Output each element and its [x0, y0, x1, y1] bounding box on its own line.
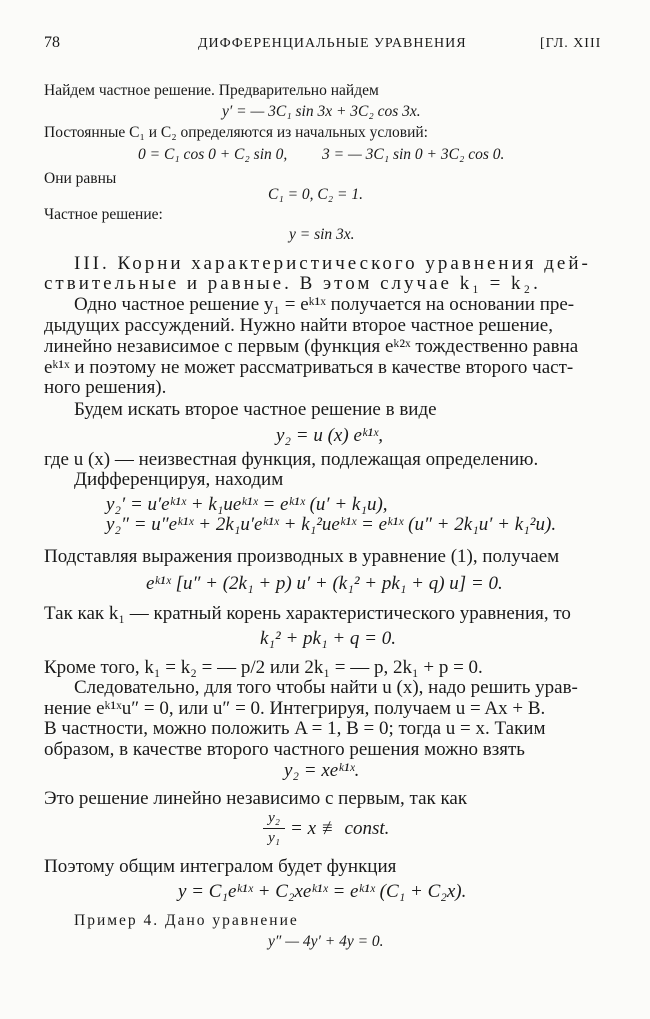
formula: y = sin 3x.: [289, 226, 355, 243]
fraction: [263, 810, 285, 847]
text-line: линейно независимое с первым (функция eᵏ²ˣ тождественно равна: [44, 336, 579, 357]
text-line: Это решение линейно независимо с первым, так как: [44, 788, 468, 809]
formula: = x ≢ const.: [290, 818, 390, 839]
formula: k₁² + pk₁ + q = 0.: [260, 628, 396, 649]
text-line: Так как k₁ — кратный корень характеристического уравнения, то: [44, 603, 571, 624]
text-line: Они равны: [44, 170, 117, 187]
text-line: Кроме того, k₁ = k₂ = — p/2 или 2k₁ = — p, 2k₁ + p = 0.: [44, 657, 483, 678]
text-line: Частное решение:: [44, 206, 163, 223]
text-line: eᵏ¹ˣ и поэтому не может рассматриваться в качестве второго част-: [44, 357, 574, 378]
page-number: 78: [44, 34, 60, 51]
formula: C₁ = 0, C₂ = 1.: [268, 186, 363, 203]
text-line: образом, в качестве второго частного решения можно взять: [44, 739, 525, 760]
text-line: Поэтому общим интегралом будет функция: [44, 856, 397, 877]
running-title: ДИФФЕРЕНЦИАЛЬНЫЕ УРАВНЕНИЯ: [198, 36, 467, 51]
text-line: В частности, можно положить A = 1, B = 0; тогда u = x. Таким: [44, 718, 546, 739]
formula: y = C₁eᵏ¹ˣ + C₂xeᵏ¹ˣ = eᵏ¹ˣ (C₁ + C₂x).: [178, 881, 467, 902]
example-heading: Пример 4. Дано уравнение: [74, 912, 299, 929]
formula: 3 = — 3C₁ sin 0 + 3C₂ cos 0.: [322, 146, 505, 163]
formula: y′ = — 3C₁ sin 3x + 3C₂ cos 3x.: [222, 103, 421, 120]
text-line: ного решения).: [44, 377, 167, 398]
section-heading: ствительные и равные. В этом случае k₁ = k₂.: [44, 273, 541, 294]
text-line: нение eᵏ¹ˣu″ = 0, или u″ = 0. Интегрируя, получаем u = Ax + B.: [44, 698, 546, 719]
formula: eᵏ¹ˣ [u″ + (2k₁ + p) u′ + (k₁² + pk₁ + q) u] = 0.: [146, 573, 503, 594]
formula: y₂″ = u″eᵏ¹ˣ + 2k₁u′eᵏ¹ˣ + k₁²ueᵏ¹ˣ = eᵏ¹ˣ (u″ + 2k₁u′ + k₁²u).: [106, 514, 557, 535]
formula: y₂′ = u′eᵏ¹ˣ + k₁ueᵏ¹ˣ = eᵏ¹ˣ (u′ + k₁u),: [106, 494, 388, 515]
text-line: дыдущих рассуждений. Нужно найти второе частное решение,: [44, 315, 553, 336]
section-heading: III. Корни характеристического уравнения дей-: [74, 253, 591, 274]
text-line: Постоянные C₁ и C₂ определяются из начальных условий:: [44, 124, 428, 141]
text-line: Будем искать второе частное решение в виде: [74, 399, 437, 420]
formula: y₂ = xeᵏ¹ˣ.: [284, 760, 360, 781]
formula: y₂ = u (x) eᵏ¹ˣ,: [276, 425, 384, 446]
formula: 0 = C₁ cos 0 + C₂ sin 0,: [138, 146, 288, 163]
text-line: Подставляя выражения производных в уравнение (1), получаем: [44, 546, 560, 567]
formula: y″ — 4y′ + 4y = 0.: [268, 933, 384, 950]
fraction-bar: [263, 828, 285, 829]
fraction-denominator: y₁: [268, 830, 280, 846]
text-line: где u (x) — неизвестная функция, подлежащая определению.: [44, 449, 539, 470]
text-line: Дифференцируя, находим: [74, 469, 284, 490]
fraction-numerator: y₂: [268, 810, 280, 826]
chapter-label: [ГЛ. XIII: [540, 36, 602, 51]
text-line: Найдем частное решение. Предварительно найдем: [44, 82, 379, 99]
text-line: Следовательно, для того чтобы найти u (x), надо решить урав-: [74, 677, 578, 698]
text-line: Одно частное решение y₁ = eᵏ¹ˣ получается на основании пре-: [74, 294, 575, 315]
